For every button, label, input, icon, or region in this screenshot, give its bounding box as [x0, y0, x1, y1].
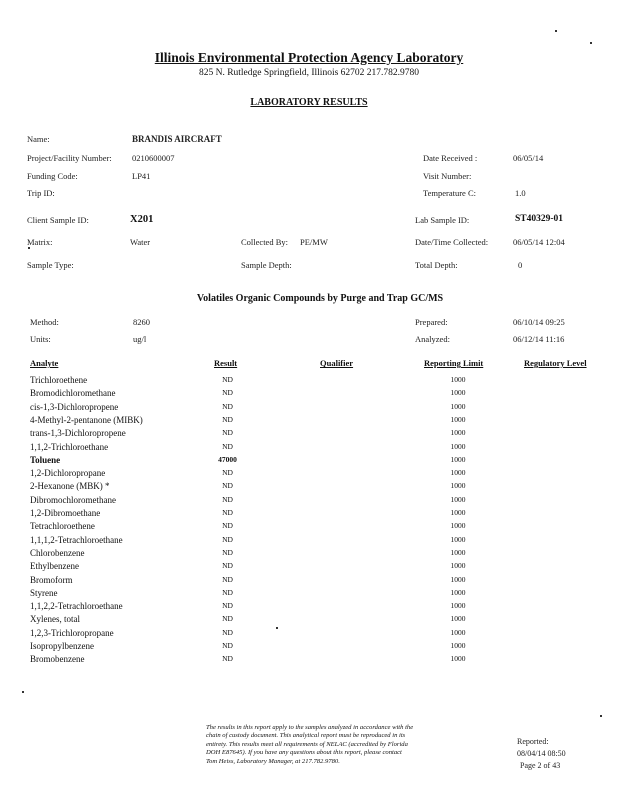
scan-speck [28, 247, 30, 249]
analyzed-label: Analyzed: [415, 334, 450, 344]
collected-by-label: Collected By: [241, 237, 288, 247]
result-cell: ND [222, 494, 233, 504]
col-header-analyte: Analyte [30, 358, 59, 368]
reporting-limit-cell: 1000 [450, 428, 466, 438]
lab-sample-label: Lab Sample ID: [415, 215, 470, 225]
result-cell: 47000 [218, 454, 237, 464]
collected-by-value: PE/MW [300, 237, 328, 247]
table-row [0, 402, 618, 415]
funding-label: Funding Code: [27, 171, 78, 181]
analyte-cell: Bromobenzene [30, 654, 85, 665]
col-header-regulatory-level: Regulatory Level [524, 358, 587, 368]
total-depth-value: 0 [518, 260, 523, 270]
reporting-limit-cell: 1000 [450, 574, 466, 584]
trip-label: Trip ID: [27, 188, 55, 198]
method-label: Method: [30, 317, 59, 327]
result-cell: ND [222, 441, 233, 451]
name-label: Name: [27, 134, 50, 144]
sample-depth-label: Sample Depth: [241, 260, 292, 270]
scan-speck [555, 30, 557, 32]
col-header-result: Result [214, 358, 238, 368]
analyte-cell: Bromodichloromethane [30, 388, 116, 399]
reporting-limit-cell: 1000 [450, 627, 466, 637]
table-row [0, 481, 618, 494]
result-cell: ND [222, 521, 233, 531]
result-cell: ND [222, 481, 233, 491]
lab-sample-value: ST40329-01 [515, 214, 564, 224]
analyte-cell: 1,2-Dichloropropane [30, 468, 106, 479]
project-value: 0210600007 [132, 153, 175, 163]
disclaimer-line: chain of custody document. This analytical report must be reproduced in its [206, 732, 406, 740]
table-row [0, 388, 618, 401]
reporting-limit-cell: 1000 [450, 601, 466, 611]
units-label: Units: [30, 334, 51, 344]
reported-value: 08/04/14 08:50 [517, 749, 566, 758]
analyzed-value: 06/12/14 11:16 [513, 334, 565, 344]
disclaimer [206, 724, 486, 766]
analyte-cell: Tetrachloroethene [30, 521, 95, 532]
analyte-cell: 2-Hexanone (MBK) * [30, 481, 110, 492]
page-number: Page 2 of 43 [520, 761, 561, 770]
table-row [0, 495, 618, 508]
table-row [0, 535, 618, 548]
funding-value: LP41 [132, 171, 151, 181]
table-row [0, 521, 618, 534]
reporting-limit-cell: 1000 [450, 547, 466, 557]
temperature-value: 1.0 [515, 188, 526, 198]
disclaimer-line: Tom Heiss, Laboratory Manager, at 217.782.9780. [206, 757, 340, 765]
temperature-label: Temperature C: [423, 188, 476, 198]
analyte-cell: 1,2-Dibromoethane [30, 508, 101, 518]
table-row [0, 601, 618, 614]
disclaimer-line: entirety. This results meet all requirements of NELAC (accredited by Florida [206, 740, 408, 748]
analyte-cell: 4-Methyl-2-pentanone (MIBK) [30, 414, 143, 425]
matrix-value: Water [130, 237, 151, 247]
reporting-limit-cell: 1000 [450, 534, 466, 544]
project-label: Project/Facility Number: [27, 153, 112, 163]
table-row [0, 575, 618, 588]
table-row [0, 641, 618, 654]
analyte-cell: Styrene [30, 587, 58, 598]
col-header-qualifier: Qualifier [320, 358, 354, 368]
analyte-cell: 1,1,2-Trichloroethane [30, 441, 109, 452]
lab-address: 825 N. Rutledge Springfield, Illinois 62702 217.782.9780 [198, 68, 420, 78]
scan-speck [22, 691, 24, 693]
reporting-limit-cell: 1000 [450, 521, 466, 531]
result-cell: ND [222, 375, 233, 384]
disclaimer-line: DOH E87645). If you have any questions about this report, please contact [206, 749, 402, 757]
table-row [0, 455, 618, 468]
result-cell: ND [222, 428, 233, 438]
analyte-cell: Toluene [30, 454, 61, 465]
table-row [0, 442, 618, 455]
reporting-limit-cell: 1000 [450, 641, 466, 650]
table-row [0, 428, 618, 441]
table-row [0, 628, 618, 641]
reporting-limit-cell: 1000 [450, 454, 466, 464]
col-header-reporting-limit: Reporting Limit [424, 358, 484, 368]
reporting-limit-cell: 1000 [450, 494, 466, 504]
prepared-label: Prepared: [415, 317, 448, 327]
result-cell: ND [222, 401, 233, 411]
analyte-cell: trans-1,3-Dichloropropene [30, 428, 126, 439]
reporting-limit-cell: 1000 [450, 441, 466, 451]
result-cell: ND [222, 641, 233, 650]
analyte-cell: 1,1,1,2-Tetrachloroethane [30, 534, 123, 545]
reporting-limit-cell: 1000 [450, 414, 466, 424]
scan-speck [590, 42, 592, 44]
disclaimer-line: The results in this report apply to the samples analyzed in accordance with the [206, 724, 414, 731]
date-received-label: Date Received : [423, 153, 478, 163]
scan-speck [276, 627, 278, 629]
units-value: ug/l [133, 334, 147, 344]
table-row [0, 561, 618, 574]
reporting-limit-cell: 1000 [450, 401, 466, 411]
result-cell: ND [222, 574, 233, 584]
analyte-cell: 1,1,2,2-Tetrachloroethane [30, 601, 123, 612]
matrix-label: Matrix: [27, 237, 53, 247]
analyte-cell: Bromoform [30, 574, 73, 585]
client-sample-label: Client Sample ID: [27, 215, 89, 225]
result-cell: ND [222, 601, 233, 611]
table-row [0, 508, 618, 521]
section-title: Volatiles Organic Compounds by Purge and Trap GC/MS [196, 293, 444, 304]
reporting-limit-cell: 1000 [450, 468, 466, 478]
date-collected-label: Date/Time Collected: [415, 237, 489, 247]
analyte-cell: Dibromochloromethane [30, 494, 116, 505]
result-cell: ND [222, 547, 233, 557]
scan-speck [600, 715, 602, 717]
analyte-cell: Ethylbenzene [30, 561, 79, 572]
analyte-cell: 1,2,3-Trichloropropane [30, 627, 114, 638]
date-received-value: 06/05/14 [513, 153, 544, 163]
table-row [0, 654, 618, 667]
sample-type-label: Sample Type: [27, 260, 74, 270]
table-row [0, 548, 618, 561]
reporting-limit-cell: 1000 [450, 375, 466, 384]
result-cell: ND [222, 388, 233, 398]
client-sample-value: X201 [130, 214, 154, 225]
result-cell: ND [222, 414, 233, 424]
table-row [0, 375, 618, 388]
method-value: 8260 [133, 317, 150, 327]
analyte-cell: Trichloroethene [30, 375, 88, 385]
table-row [0, 468, 618, 481]
table-row [0, 415, 618, 428]
result-cell: ND [222, 561, 233, 571]
table-row [0, 588, 618, 601]
analyte-cell: Chlorobenzene [30, 547, 85, 558]
analyte-cell: Isopropylbenzene [30, 641, 94, 651]
reporting-limit-cell: 1000 [450, 508, 466, 517]
reporting-limit-cell: 1000 [450, 654, 466, 664]
visit-label: Visit Number: [423, 171, 472, 181]
analyte-cell: cis-1,3-Dichloropropene [30, 401, 119, 412]
date-collected-value: 06/05/14 12:04 [513, 237, 565, 247]
result-cell: ND [222, 534, 233, 544]
reporting-limit-cell: 1000 [450, 388, 466, 398]
name-value: BRANDIS AIRCRAFT [132, 134, 222, 144]
reporting-limit-cell: 1000 [450, 587, 466, 597]
lab-title: Illinois Environmental Protection Agency Laboratory [154, 50, 464, 65]
reporting-limit-cell: 1000 [450, 481, 466, 491]
analyte-cell: Xylenes, total [30, 614, 80, 625]
result-cell: ND [222, 614, 233, 624]
result-cell: ND [222, 627, 233, 637]
reporting-limit-cell: 1000 [450, 561, 466, 571]
result-cell: ND [222, 587, 233, 597]
prepared-value: 06/10/14 09:25 [513, 317, 565, 327]
total-depth-label: Total Depth: [415, 260, 458, 270]
report-title: LABORATORY RESULTS [250, 97, 368, 108]
result-cell: ND [222, 508, 233, 517]
table-row [0, 614, 618, 627]
reporting-limit-cell: 1000 [450, 614, 466, 624]
reported-label: Reported: [517, 737, 549, 746]
result-cell: ND [222, 654, 233, 664]
result-cell: ND [222, 468, 233, 478]
